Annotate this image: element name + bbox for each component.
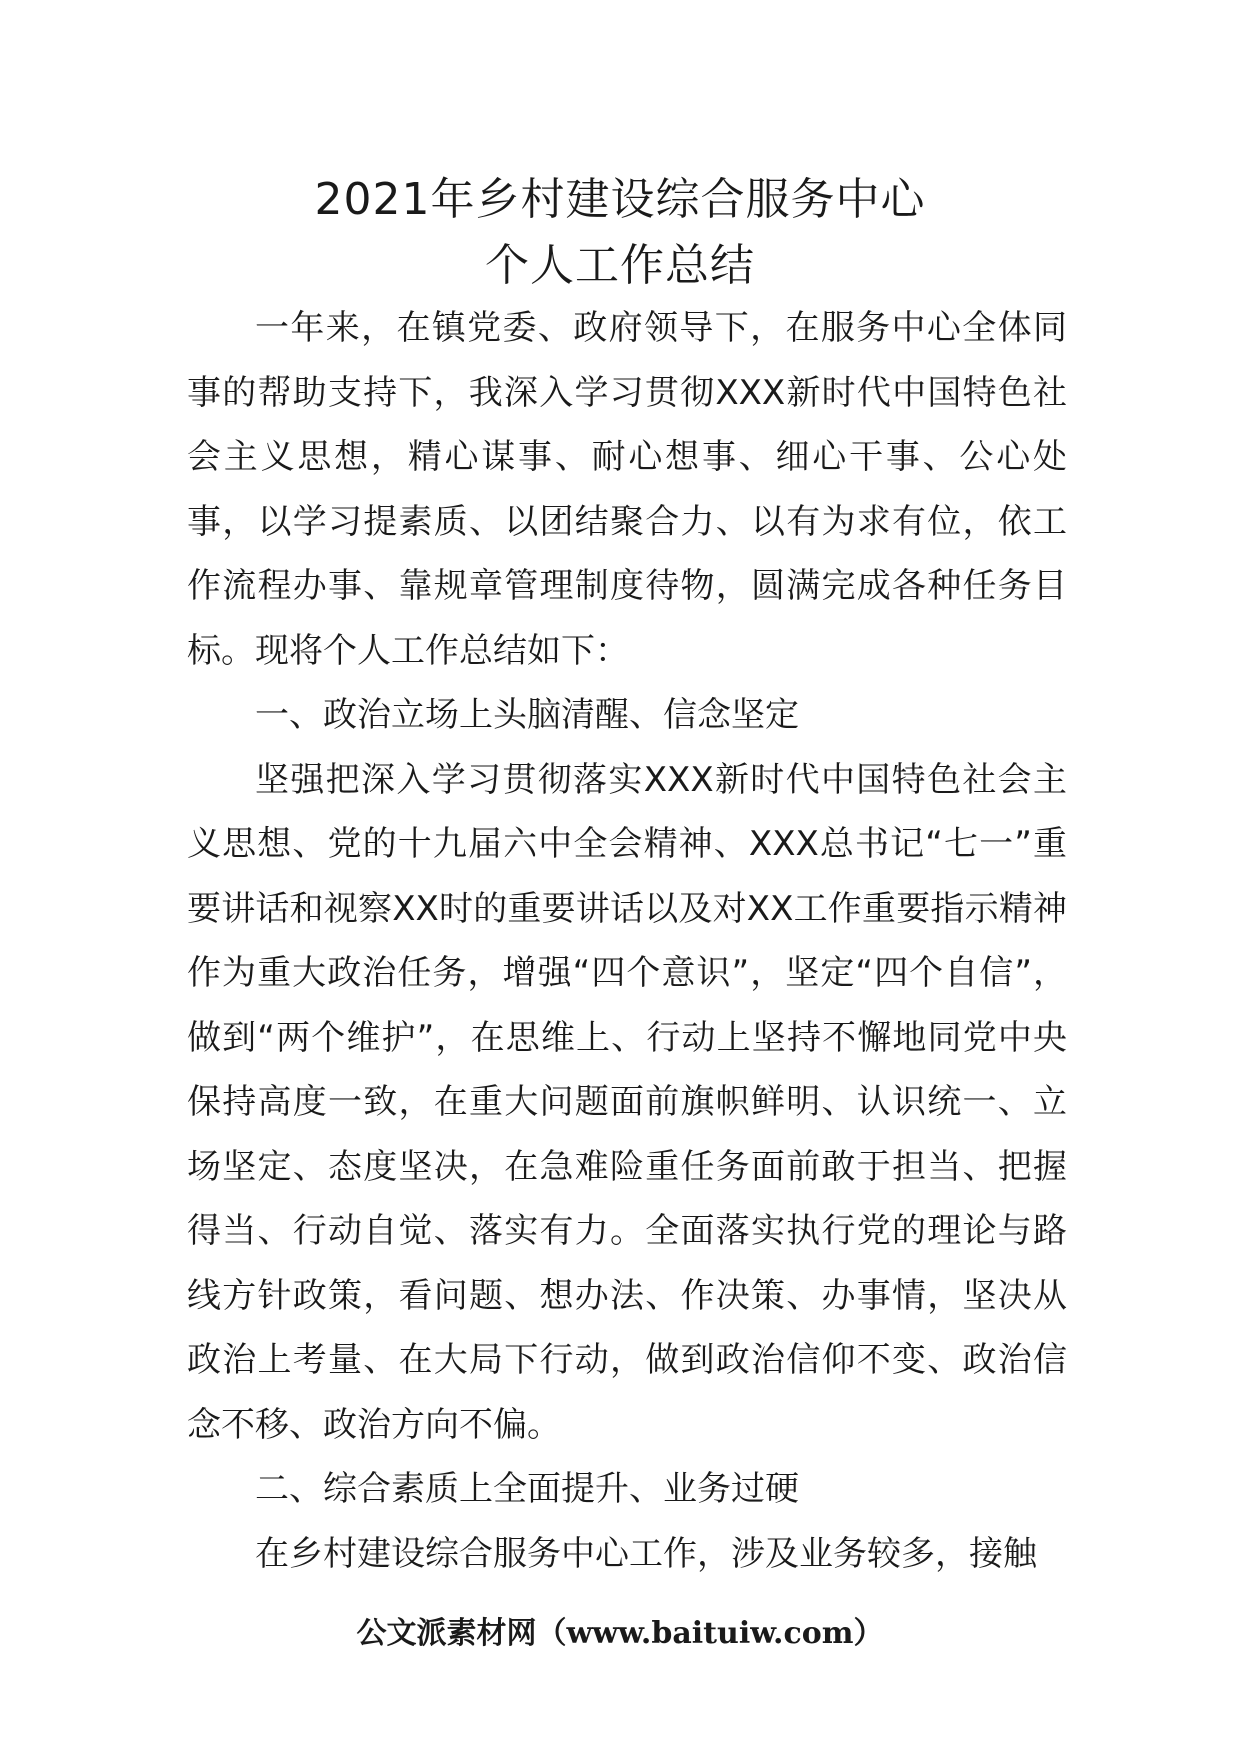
document-title-line-2: 个人工作总结 (485, 240, 755, 291)
section-2-paragraph: 在乡村建设综合服务中心工作，涉及业务较多，接触 (255, 1533, 1037, 1574)
intro-paragraph: 一年来，在镇党委、政府领导下，在服务中心全体同事的帮助支持下，我深入学习贯彻XXX新时代中国特色社会主义思想，精心谋事、耐心想事、细心干事、公心处事，以学习提素质、以团结聚合力、以有为求有位，依工作流程办事、靠规章管理制度待物，圆满完成各种任务目标。现将个人工作总结如下： (187, 308, 1067, 671)
section-heading-2: 二、综合素质上全面提升、业务过硬 (255, 1469, 799, 1509)
document-body (187, 296, 1067, 1586)
section-heading-1: 一、政治立场上头脑清醒、信念坚定 (255, 695, 799, 735)
footer-watermark-text: 公文派素材网（www.baituiw.com） (356, 1616, 884, 1651)
section-1-paragraph: 坚强把深入学习贯彻落实XXX新时代中国特色社会主义思想、党的十九届六中全会精神、XXX总书记“七一”重要讲话和视察XX时的重要讲话以及对XX工作重要指示精神作为重大政治任务，增强“四个意识”，坚定“四个自信”，做到“两个维护”，在思维上、行动上坚持不懈地同党中央保持高度一致，在重大问题面前旗帜鲜明、认识统一、立场坚定、态度坚决，在急难险重任务面前敢于担当、把握得当、行动自觉、落实有力。全面落实执行党的理论与路线方针政策，看问题、想办法、作决策、办事情，坚决从政治上考量、在大局下行动，做到政治信仰不变、政治信念不移、政治方向不偏。 (187, 759, 1067, 1445)
document-title-line-1: 2021年乡村建设综合服务中心 (314, 174, 926, 225)
